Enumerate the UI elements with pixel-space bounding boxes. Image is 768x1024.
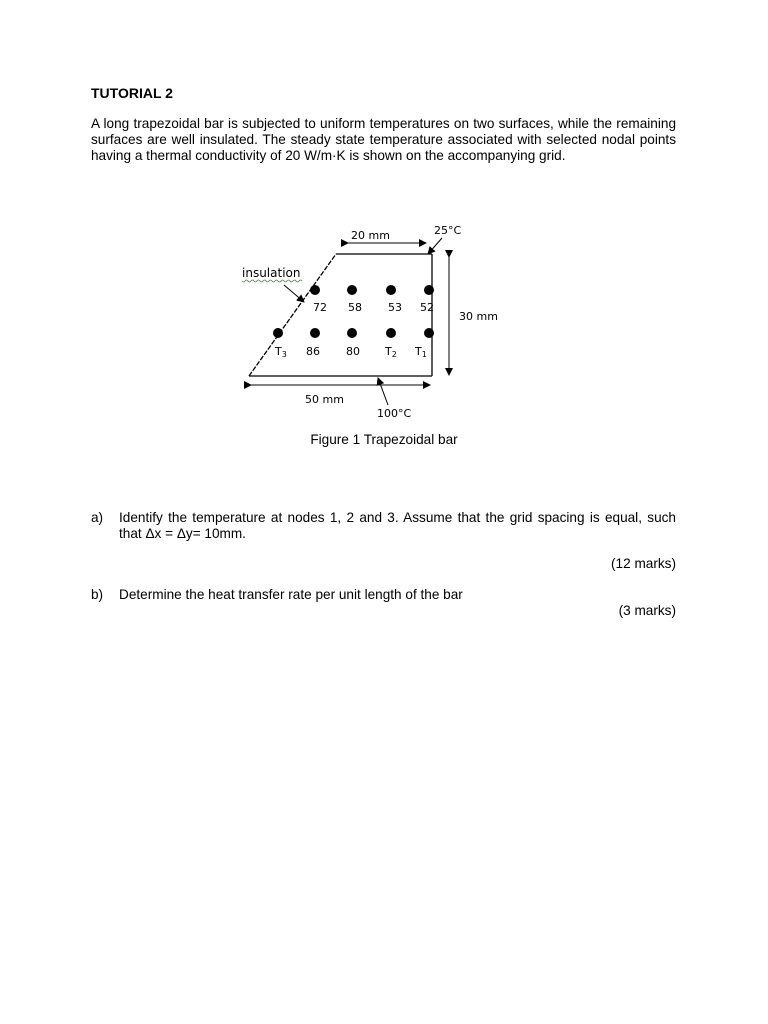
question-a-marks: (12 marks) [611, 556, 676, 571]
height-label: 30 mm [459, 310, 498, 323]
t1-subscript: 1 [421, 350, 427, 359]
t1-symbol: T [415, 345, 422, 358]
problem-statement: A long trapezoidal bar is subjected to uniform temperatures on two surfaces, while the remaining surfaces are well insulated. The steady state temperature associated with selected nodal points having a thermal conductivity of 20 W/m·K is shown on the accompanying grid. [91, 116, 676, 163]
node-top-2 [347, 285, 357, 295]
bottom-temp-label: 100°C [377, 407, 412, 420]
document-title: TUTORIAL 2 [91, 85, 173, 101]
trapezoidal-bar-figure [230, 215, 520, 425]
top-temp-pointer [428, 238, 442, 254]
top-temp-label: 25°C [434, 224, 462, 237]
node-label-t1 [414, 345, 427, 359]
figure-diagram [230, 215, 520, 425]
node-value-72: 72 [313, 301, 327, 314]
node-value-53: 53 [388, 301, 402, 314]
insulation-pointer [284, 285, 304, 302]
node-t2 [386, 328, 396, 338]
node-t3 [273, 328, 283, 338]
spellcheck-underline [242, 280, 302, 282]
figure-caption: Figure 1 Trapezoidal bar [310, 432, 458, 447]
question-a-text: Identify the temperature at nodes 1, 2 and 3. Assume that the grid spacing is equal, such that Δx = Δy= 10mm. [119, 510, 676, 541]
question-a-label: a) [91, 510, 104, 525]
question-b-label: b) [91, 587, 104, 602]
node-value-86: 86 [306, 345, 320, 358]
node-top-4 [424, 285, 434, 295]
node-label-t2 [384, 345, 397, 359]
question-b-text: Determine the heat transfer rate per unit length of the bar [119, 587, 463, 602]
node-bottom-86 [310, 328, 320, 338]
top-width-label: 20 mm [351, 229, 390, 242]
t2-symbol: T [385, 345, 392, 358]
bottom-width-label: 50 mm [305, 393, 344, 406]
node-top-1 [310, 285, 320, 295]
node-bottom-80 [347, 328, 357, 338]
node-value-80: 80 [346, 345, 360, 358]
question-b-marks: (3 marks) [618, 603, 676, 618]
node-label-t3 [274, 345, 287, 359]
bottom-temp-pointer [378, 378, 388, 405]
node-value-52: 52 [420, 301, 434, 314]
t3-symbol: T [275, 345, 282, 358]
t3-subscript: 3 [281, 350, 287, 359]
node-value-58: 58 [348, 301, 362, 314]
node-top-3 [386, 285, 396, 295]
insulation-label: insulation [242, 266, 301, 280]
t2-subscript: 2 [391, 350, 397, 359]
node-t1 [424, 328, 434, 338]
